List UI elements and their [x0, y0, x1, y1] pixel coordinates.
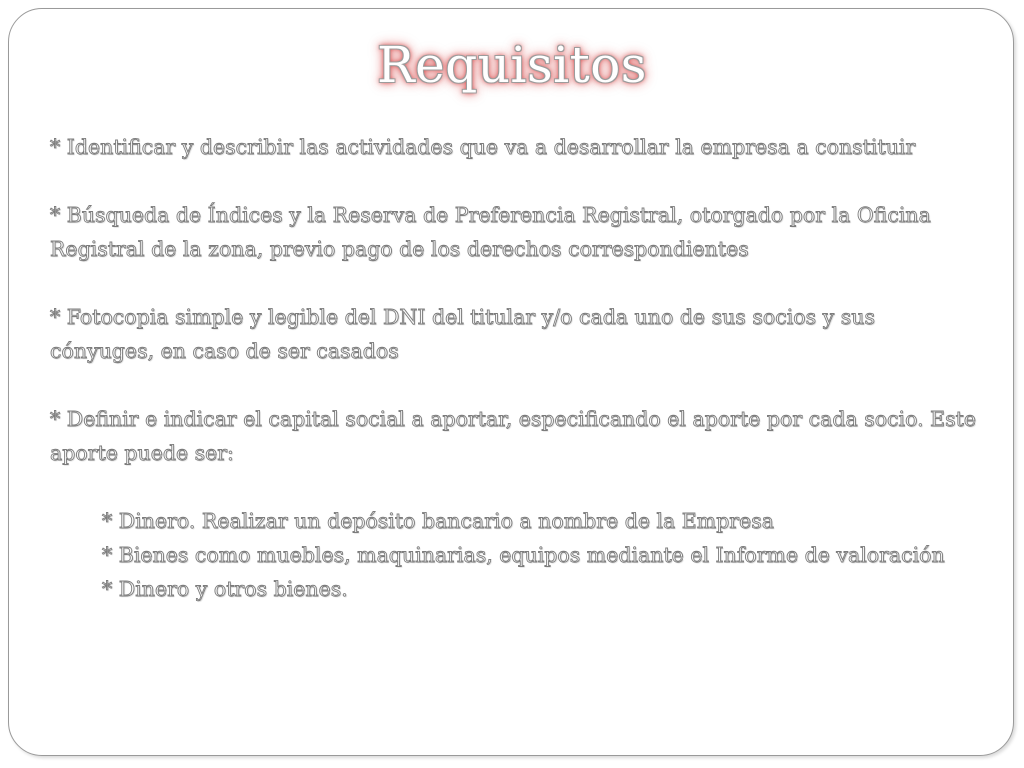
requirement-item: * Fotocopia simple y legible del DNI del titular y/o cada uno de sus socios y sus cónyuges, en caso de ser casados	[50, 305, 875, 363]
requirement-item: * Búsqueda de Índices y la Reserva de Preferencia Registral, otorgado por la Oficina Registral de la zona, previo pago de los derechos correspondientes	[50, 203, 931, 261]
contribution-list	[50, 504, 982, 606]
slide-title: Requisitos	[377, 36, 647, 94]
requirement-item: * Definir e indicar el capital social a aportar, especificando el aporte por cada socio. Este aporte puede ser:	[50, 407, 976, 465]
contribution-item: * Dinero y otros bienes.	[102, 577, 348, 601]
requirement-item: * Identificar y describir las actividades que va a desarrollar la empresa a constituir	[50, 135, 916, 159]
contribution-item: * Dinero. Realizar un depósito bancario a nombre de la Empresa	[102, 509, 774, 533]
contribution-item: * Bienes como muebles, maquinarias, equipos mediante el Informe de valoración	[102, 543, 945, 567]
slide-body	[50, 130, 982, 606]
